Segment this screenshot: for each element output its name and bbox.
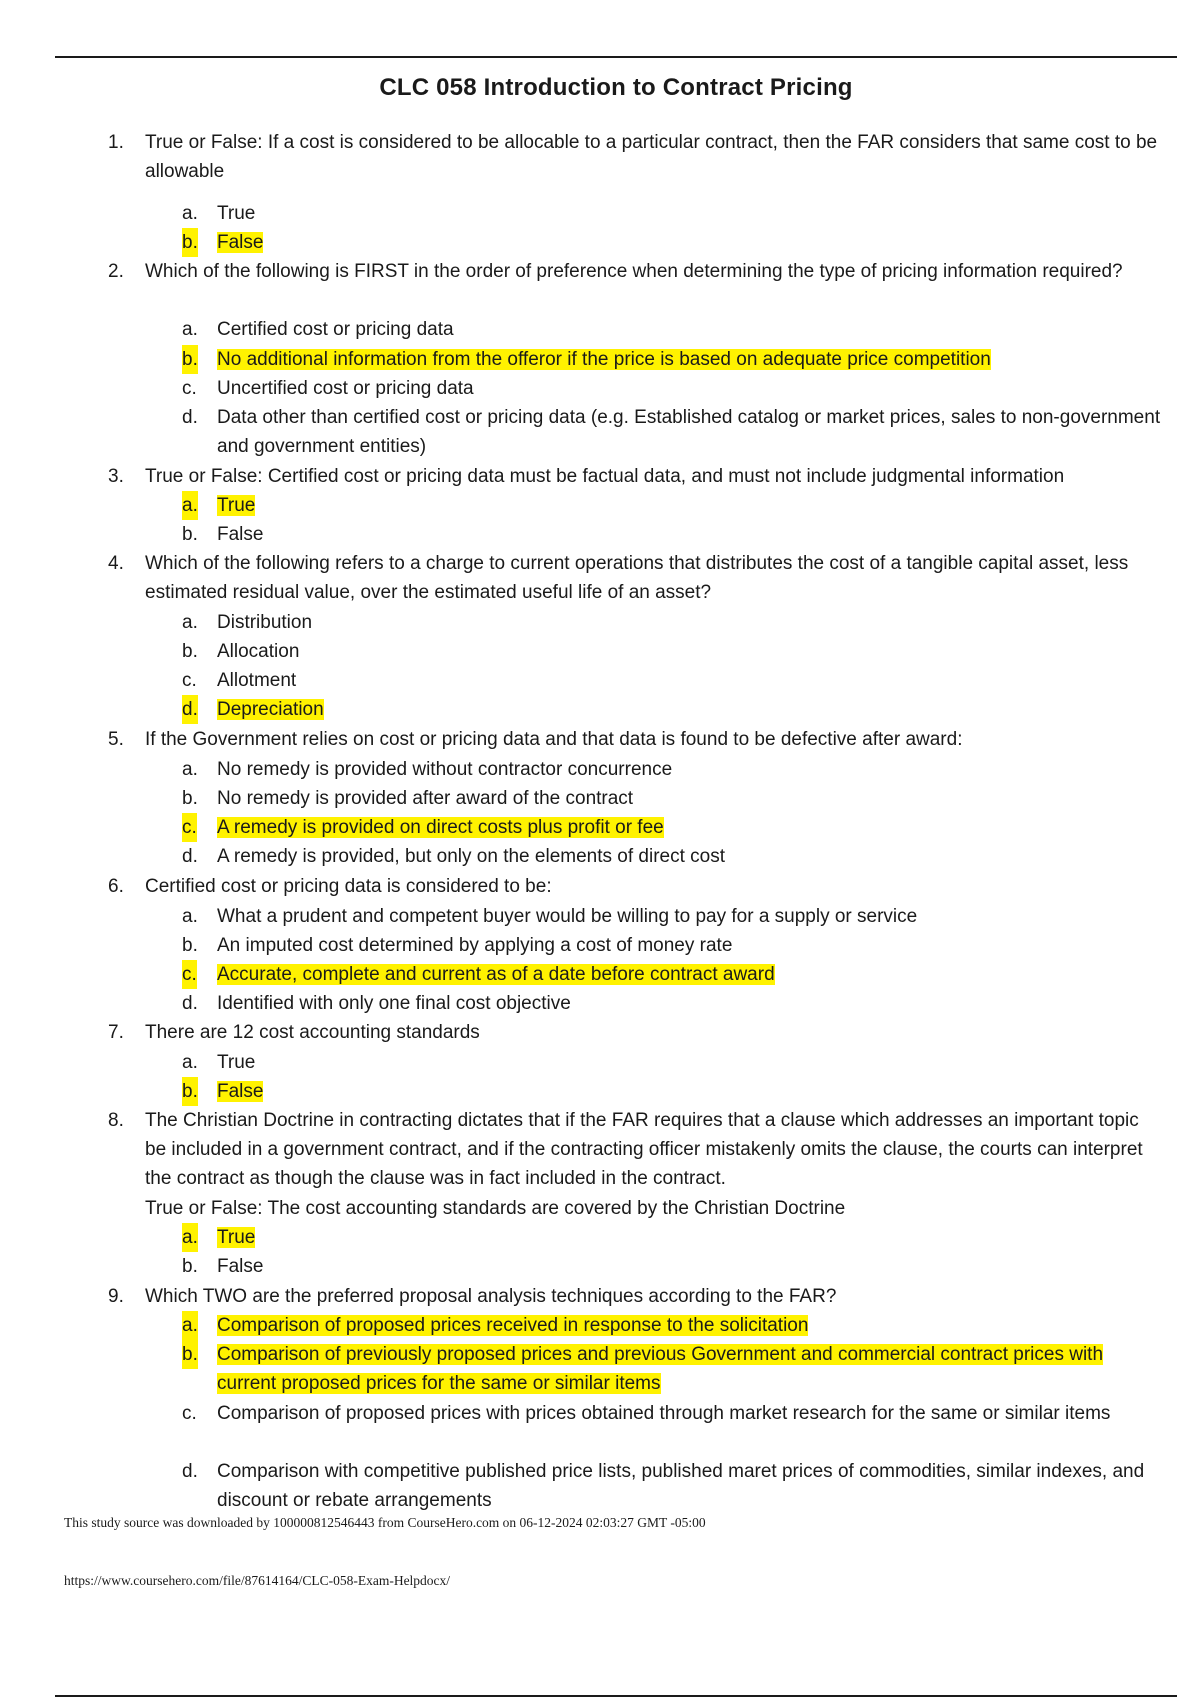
option-text: Uncertified cost or pricing data <box>217 378 474 399</box>
option-letter: a. <box>182 1311 198 1340</box>
option-letter: a. <box>182 203 198 224</box>
question-number: 9. <box>108 1286 124 1307</box>
option-letter: b. <box>182 228 198 257</box>
option-letter: a. <box>182 1052 198 1073</box>
option-text: No remedy is provided without contractor concurrence <box>217 759 673 780</box>
question-number: 5. <box>108 729 124 750</box>
option-text: Allocation <box>217 641 300 662</box>
option-letter: a. <box>182 319 198 340</box>
option-text: Comparison with competitive published price lists, published maret prices of commodities, similar indexes, and discount or rebate arrangements <box>217 1461 1145 1511</box>
option-letter: d. <box>182 993 198 1014</box>
option-letter: c. <box>182 1403 197 1424</box>
option-text: False <box>217 1256 264 1277</box>
option-letter: a. <box>182 612 198 633</box>
bottom-rule <box>55 1695 1177 1697</box>
option-letter: c. <box>182 960 197 989</box>
option-letter: d. <box>182 846 198 867</box>
option-text: Distribution <box>217 612 313 633</box>
option-text: False <box>217 524 264 545</box>
option-letter: a. <box>182 759 198 780</box>
option-text: A remedy is provided, but only on the elements of direct cost <box>217 846 725 867</box>
option-text: What a prudent and competent buyer would be willing to pay for a supply or service <box>217 906 918 927</box>
question-text: True or False: The cost accounting standards are covered by the Christian Doctrine <box>145 1198 846 1219</box>
question-number: 2. <box>108 261 124 282</box>
option-text-highlighted: No additional information from the offeror if the price is based on adequate price competition <box>217 349 991 370</box>
question-text: Which of the following is FIRST in the order of preference when determining the type of pricing information required? <box>145 261 1123 282</box>
question-text: There are 12 cost accounting standards <box>145 1022 480 1043</box>
option-letter: b. <box>182 1256 198 1277</box>
question-text: Certified cost or pricing data is considered to be: <box>145 876 552 897</box>
question-text: The Christian Doctrine in contracting dictates that if the FAR requires that a clause which addresses an important topic be included in a government contract, and if the contracting officer mistakenly omits the clause, the courts can interpret the contract as though the clause was in fact included in the contract. <box>145 1110 1143 1189</box>
option-letter: a. <box>182 1223 198 1252</box>
option-letter: d. <box>182 407 198 428</box>
question-number: 1. <box>108 132 124 153</box>
option-letter: b. <box>182 641 198 662</box>
option-letter: b. <box>182 935 198 956</box>
question-text: Which of the following refers to a charge to current operations that distributes the cost of a tangible capital asset, less estimated residual value, over the estimated useful life of an asset? <box>145 553 1129 603</box>
option-text: Allotment <box>217 670 297 691</box>
option-text-highlighted: False <box>217 232 264 253</box>
option-text: Comparison of proposed prices with prices obtained through market research for the same or similar items <box>217 1403 1111 1424</box>
option-text-highlighted: Comparison of proposed prices received in response to the solicitation <box>217 1315 809 1336</box>
option-text: True <box>217 203 256 224</box>
option-text: Certified cost or pricing data <box>217 319 454 340</box>
option-letter: b. <box>182 1340 198 1369</box>
question-text: True or False: If a cost is considered to be allocable to a particular contract, then the FAR considers that same cost to be allowable <box>145 132 1158 182</box>
option-text: No remedy is provided after award of the contract <box>217 788 634 809</box>
option-text: True <box>217 1052 256 1073</box>
option-letter: a. <box>182 491 198 520</box>
option-text-highlighted: True <box>217 495 256 516</box>
question-number: 8. <box>108 1110 124 1131</box>
question-number: 6. <box>108 876 124 897</box>
option-text-highlighted: True <box>217 1227 256 1248</box>
question-text: If the Government relies on cost or pricing data and that data is found to be defective after award: <box>145 729 963 750</box>
option-letter: c. <box>182 670 197 691</box>
option-letter: d. <box>182 1461 198 1482</box>
option-letter: b. <box>182 1077 198 1106</box>
option-letter: a. <box>182 906 198 927</box>
option-text: Data other than certified cost or pricing data (e.g. Established catalog or market prices, sales to non-government and government entities) <box>217 407 1161 457</box>
question-text: True or False: Certified cost or pricing data must be factual data, and must not include judgmental information <box>145 466 1065 487</box>
option-text: Identified with only one final cost objective <box>217 993 571 1014</box>
option-text-highlighted: Comparison of previously proposed prices and previous Government and commercial contract prices with current proposed prices for the same or similar items <box>217 1344 1104 1394</box>
top-rule <box>55 56 1177 58</box>
option-text-highlighted: A remedy is provided on direct costs plus profit or fee <box>217 817 664 838</box>
option-letter: b. <box>182 524 198 545</box>
option-text: An imputed cost determined by applying a cost of money rate <box>217 935 733 956</box>
option-letter: d. <box>182 695 198 724</box>
option-text-highlighted: Accurate, complete and current as of a date before contract award <box>217 964 775 985</box>
source-notice: This study source was downloaded by 100000812546443 from CourseHero.com on 06-12-2024 02:03:27 GMT -05:00 <box>64 1515 706 1530</box>
option-text-highlighted: False <box>217 1081 264 1102</box>
source-url: https://www.coursehero.com/file/87614164/CLC-058-Exam-Helpdocx/ <box>64 1573 451 1588</box>
question-number: 7. <box>108 1022 124 1043</box>
page-title: CLC 058 Introduction to Contract Pricing <box>379 74 853 101</box>
option-letter: b. <box>182 345 198 374</box>
option-text-highlighted: Depreciation <box>217 699 324 720</box>
question-text: Which TWO are the preferred proposal analysis techniques according to the FAR? <box>145 1286 837 1307</box>
option-letter: c. <box>182 378 197 399</box>
option-letter: c. <box>182 813 197 842</box>
question-number: 4. <box>108 553 124 574</box>
question-number: 3. <box>108 466 124 487</box>
option-letter: b. <box>182 788 198 809</box>
